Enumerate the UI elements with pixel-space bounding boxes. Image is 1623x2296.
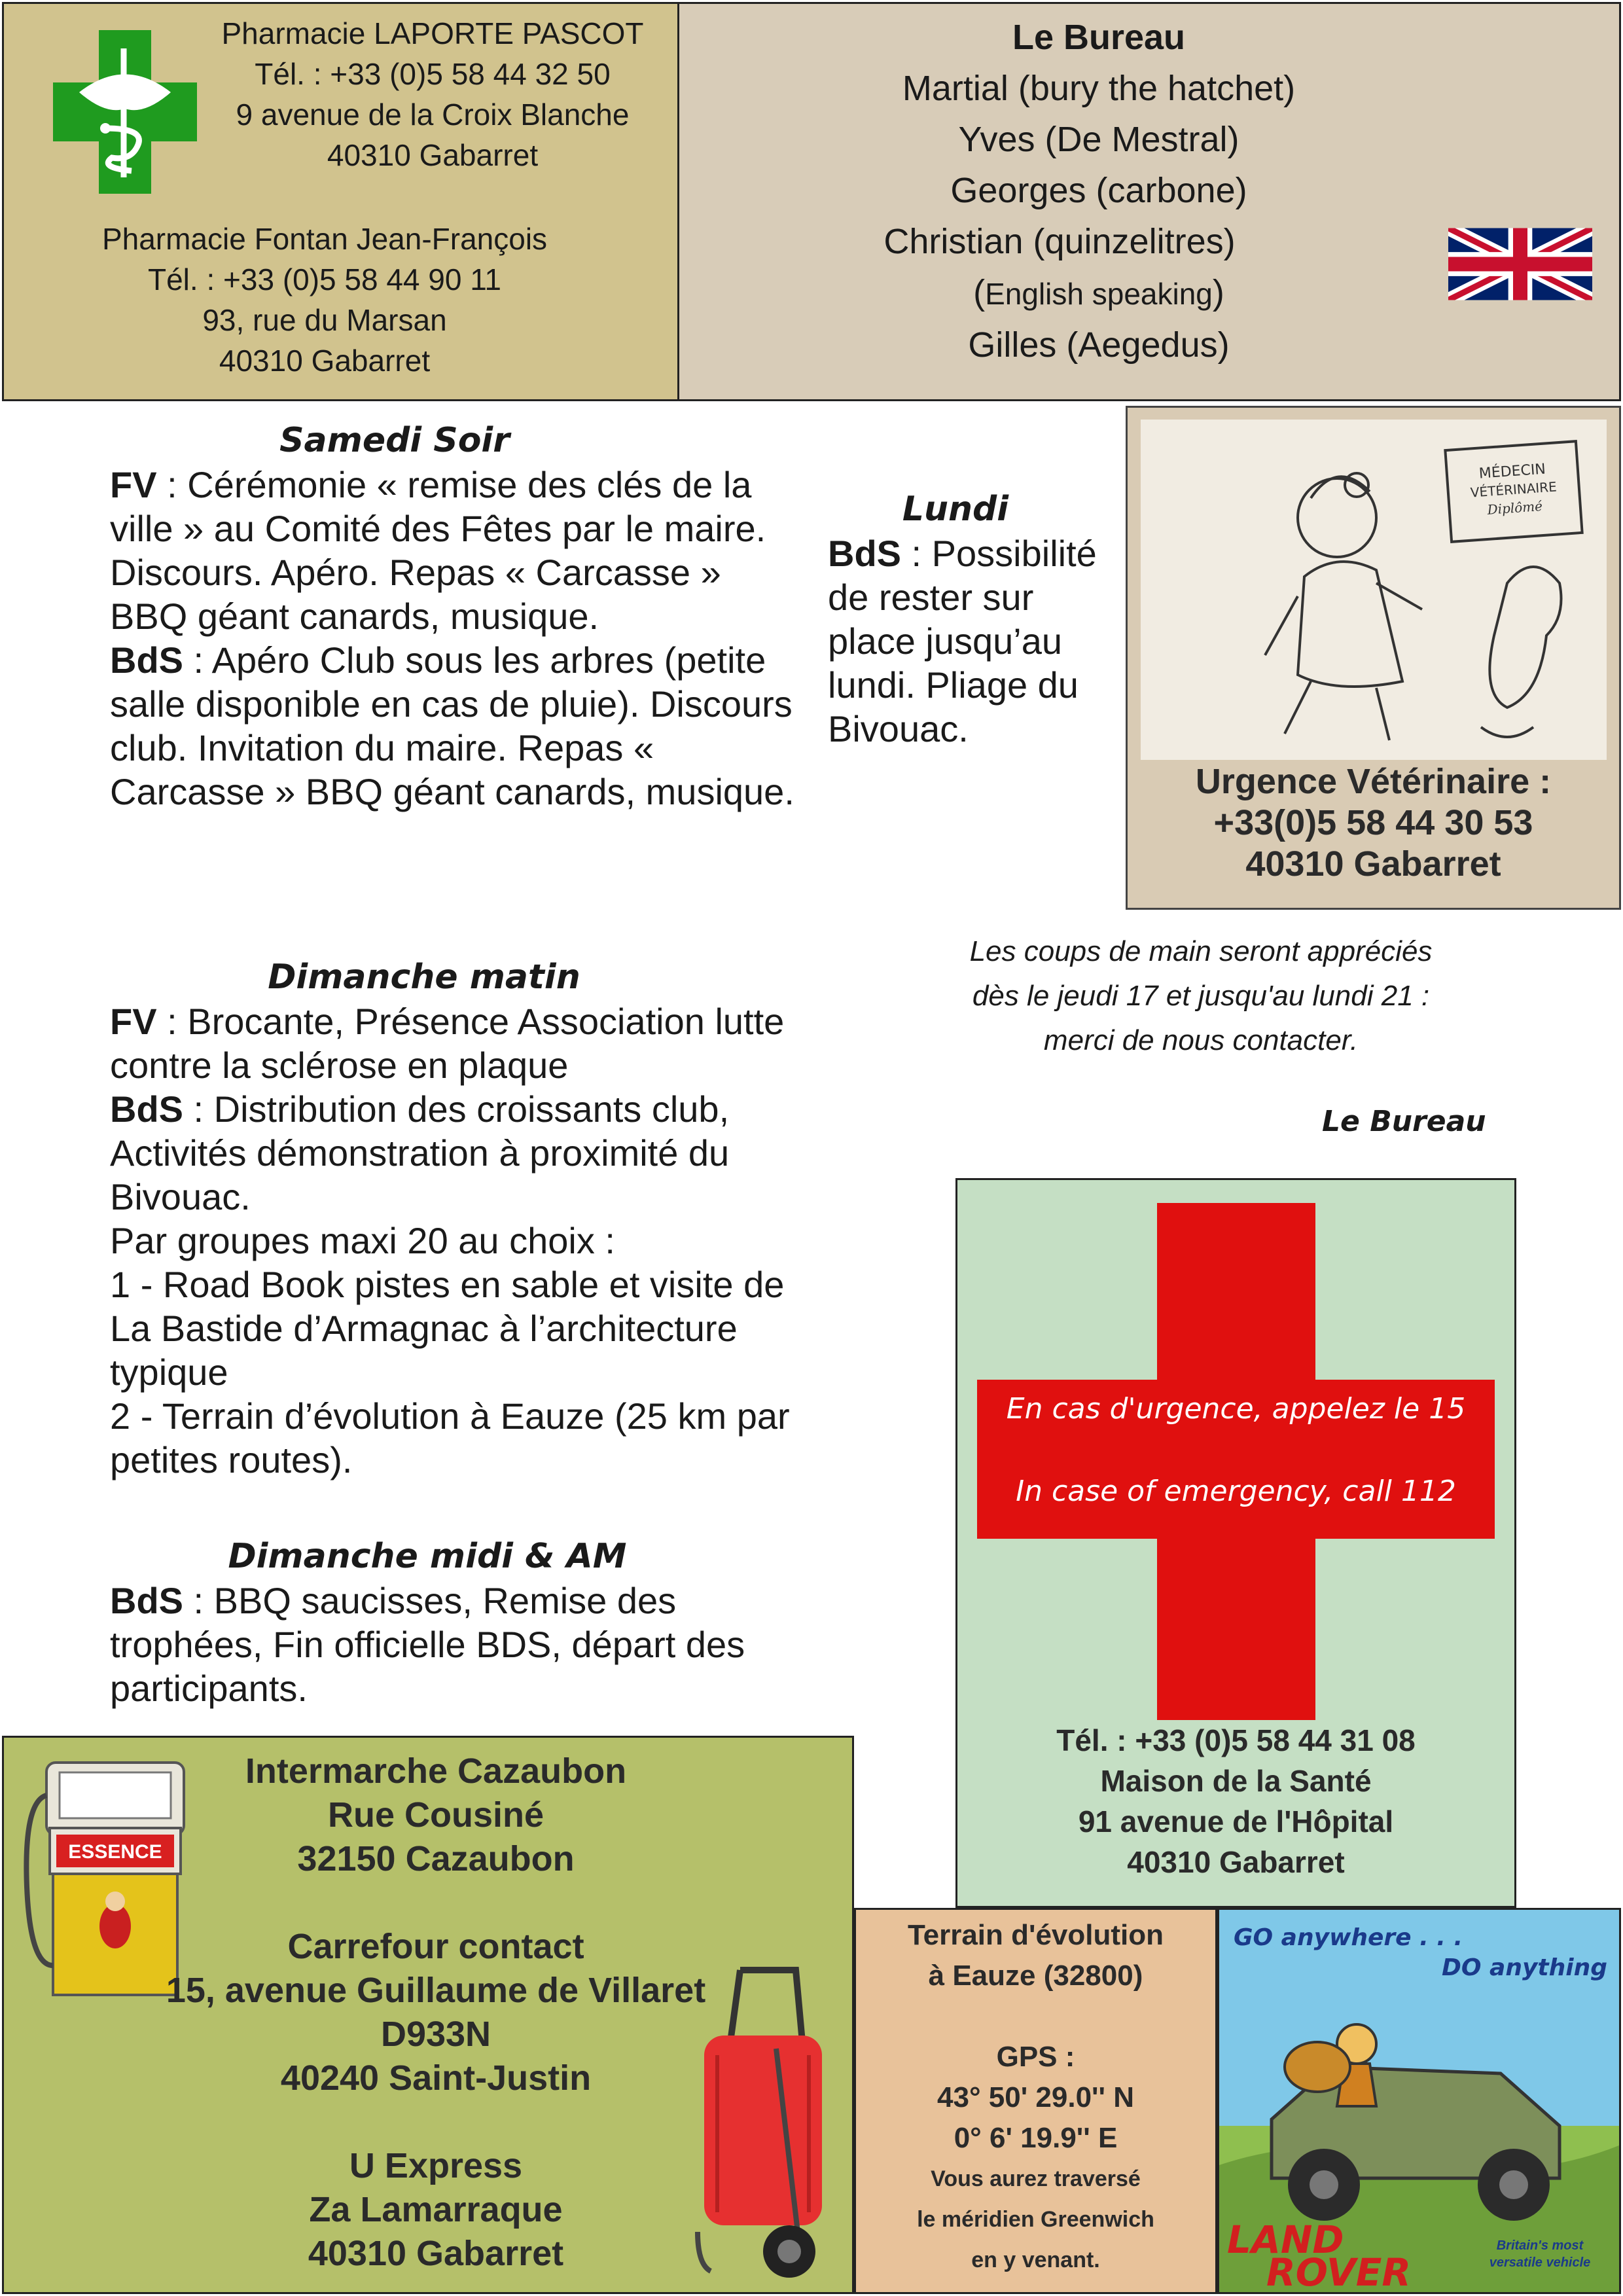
pharmacy-1-tel: Tél. : +33 (0)5 58 44 32 50 [255, 57, 611, 91]
vet-panel [1126, 406, 1621, 910]
terrain-panel [854, 1908, 1217, 2294]
samedi-section [110, 419, 797, 814]
vet-phone: +33(0)5 58 44 30 53 [1213, 803, 1533, 842]
bureau-list [679, 12, 1623, 370]
shop-uexpress-name: U Express [349, 2146, 523, 2185]
bureau-member-christian-note: (English speaking) [973, 273, 1224, 312]
shop-uexpress-city: 40310 Gabarret [308, 2234, 564, 2273]
bureau-member-martial: Martial (bury the hatchet) [902, 69, 1296, 108]
dimanche-midi-heading: Dimanche midi & AM [228, 1537, 627, 1576]
samedi-fv: FV : Cérémonie « remise des clés de la ville » au Comité des Fêtes par le maire. Discours. Apéro. Repas « Carcasse » BBQ géant canards, musique. [110, 464, 766, 637]
bureau-member-christian: Christian (quinzelitres) [883, 222, 1236, 261]
helpers-line-2: dès le jeudi 17 et jusqu'au lundi 21 : [972, 980, 1430, 1012]
shop-uexpress-street: Za Lamarraque [309, 2190, 563, 2229]
emergency-fr: En cas d'urgence, appelez le 15 [1006, 1392, 1466, 1426]
land-rover-tagline-1: Britain's most [1496, 2238, 1584, 2253]
pharmacy-2-tel: Tél. : +33 (0)5 58 44 90 11 [147, 262, 501, 296]
vet-cartoon-drawing [1141, 420, 1607, 760]
terrain-title-1: Terrain d'évolution [907, 1919, 1164, 1951]
land-rover-logo [1227, 2217, 1423, 2294]
emergency-en: In case of emergency, call 112 [1016, 1475, 1456, 1508]
pharmacy-cross-icon [53, 30, 197, 194]
shop-carrefour-name: Carrefour contact [287, 1927, 584, 1966]
lundi-section [828, 488, 1116, 751]
svg-text:Diplômé: Diplômé [1486, 498, 1543, 518]
shop-carrefour-road: D933N [380, 2015, 491, 2054]
svg-text:MÉDECIN: MÉDECIN [1478, 461, 1546, 482]
helpers-note [831, 929, 1571, 1063]
bureau-title: Le Bureau [1012, 18, 1186, 57]
emergency-contact [957, 1720, 1514, 1882]
land-rover-slogan-2: DO anything [1442, 1954, 1607, 1981]
terrain-title-2: à Eauze (32800) [928, 1960, 1143, 1992]
svg-text:VÉTÉRINAIRE: VÉTÉRINAIRE [1470, 478, 1558, 501]
shop-intermarche-city: 32150 Cazaubon [297, 1839, 575, 1878]
dimanche-matin-section [110, 956, 791, 1482]
terrain-lat: 43° 50' 29.0'' N [937, 2081, 1134, 2113]
emergency-message [977, 1388, 1495, 1513]
dimanche-matin-heading: Dimanche matin [268, 958, 580, 997]
helpers-line-3: merci de nous contacter. [1043, 1024, 1359, 1056]
shop-carrefour-city: 40240 Saint-Justin [280, 2058, 592, 2098]
pharmacy-1-name: Pharmacie LAPORTE PASCOT [221, 16, 644, 50]
lundi-bds: BdS : Possibilité de rester sur place jusqu’au lundi. Pliage du Bivouac. [828, 533, 1097, 749]
vet-city: 40310 Gabarret [1245, 844, 1501, 884]
shops-panel [2, 1736, 854, 2294]
emergency-tel: Tél. : +33 (0)5 58 44 31 08 [1056, 1723, 1416, 1757]
pharmacy-1-city: 40310 Gabarret [327, 138, 539, 172]
shop-carrefour-street: 15, avenue Guillaume de Villaret [166, 1971, 706, 2010]
pharmacy-2-name: Pharmacie Fontan Jean-François [101, 222, 548, 256]
terrain-note-2: le méridien Greenwich [917, 2207, 1154, 2232]
land-rover-tagline-2: versatile vehicle [1489, 2255, 1591, 2270]
land-rover-tagline [1468, 2237, 1612, 2271]
shop-intermarche-street: Rue Cousiné [327, 1795, 544, 1835]
bureau-member-gilles: Gilles (Aegedus) [968, 325, 1230, 365]
vet-label: Urgence Vétérinaire : [1195, 762, 1552, 801]
terrain-gps-label: GPS : [996, 2041, 1075, 2073]
helpers-line-1: Les coups de main seront appréciés [969, 935, 1433, 967]
terrain-note-1: Vous aurez traversé [931, 2166, 1141, 2191]
pharmacy-1-address: 9 avenue de la Croix Blanche [236, 98, 630, 132]
shop-intermarche-name: Intermarche Cazaubon [245, 1751, 627, 1791]
lundi-heading: Lundi [902, 490, 1009, 529]
land-rover-ad [1217, 1908, 1621, 2294]
land-rover-brand-1: LAND [1227, 2217, 1344, 2262]
terrain-info [856, 1915, 1215, 2280]
dimanche-matin-bds: BdS : Distribution des croissants club, Activités démonstration à proximité du Bivouac. [110, 1088, 730, 1217]
pharmacy-2-city: 40310 Gabarret [219, 344, 431, 378]
emergency-name: Maison de la Santé [1100, 1764, 1372, 1798]
terrain-lon: 0° 6' 19.9'' E [954, 2122, 1118, 2154]
emergency-panel [955, 1178, 1516, 1908]
terrain-note-3: en y venant. [971, 2248, 1100, 2272]
helpers-signature: Le Bureau [1322, 1105, 1486, 1138]
emergency-address: 91 avenue de l'Hôpital [1078, 1804, 1394, 1839]
dimanche-matin-option-2: 2 - Terrain d’évolution à Eauze (25 km par petites routes). [110, 1395, 790, 1480]
pharmacy-2-address: 93, rue du Marsan [202, 303, 447, 337]
bureau-member-yves: Yves (De Mestral) [958, 120, 1240, 159]
bureau-panel [677, 2, 1621, 401]
samedi-bds: BdS : Apéro Club sous les arbres (petite salle disponible en cas de pluie). Discours club. Invitation du maire. Repas « Carcasse » BBQ géant canards, musique. [110, 639, 794, 812]
samedi-heading: Samedi Soir [279, 421, 510, 460]
land-rover-brand-2: ROVER [1266, 2250, 1412, 2294]
emergency-city: 40310 Gabarret [1127, 1845, 1345, 1879]
dimanche-midi-bds: BdS : BBQ saucisses, Remise des trophées, Fin officielle BDS, départ des participants. [110, 1580, 745, 1709]
dimanche-matin-fv: FV : Brocante, Présence Association lutte contre la sclérose en plaque [110, 1001, 785, 1086]
dimanche-matin-groups: Par groupes maxi 20 au choix : [110, 1220, 615, 1261]
land-rover-slogan-1: GO anywhere . . . [1234, 1924, 1463, 1951]
svg-text:ESSENCE: ESSENCE [68, 1841, 162, 1863]
uk-flag-icon [1448, 226, 1592, 302]
bureau-member-georges: Georges (carbone) [950, 171, 1247, 210]
vet-info [1128, 761, 1619, 885]
dimanche-matin-option-1: 1 - Road Book pistes en sable et visite de La Bastide d’Armagnac à l’architecture typique [110, 1264, 785, 1393]
dimanche-midi-section [110, 1535, 791, 1710]
shopping-trolley-icon [678, 1964, 848, 2291]
vet-cartoon [1141, 420, 1607, 760]
